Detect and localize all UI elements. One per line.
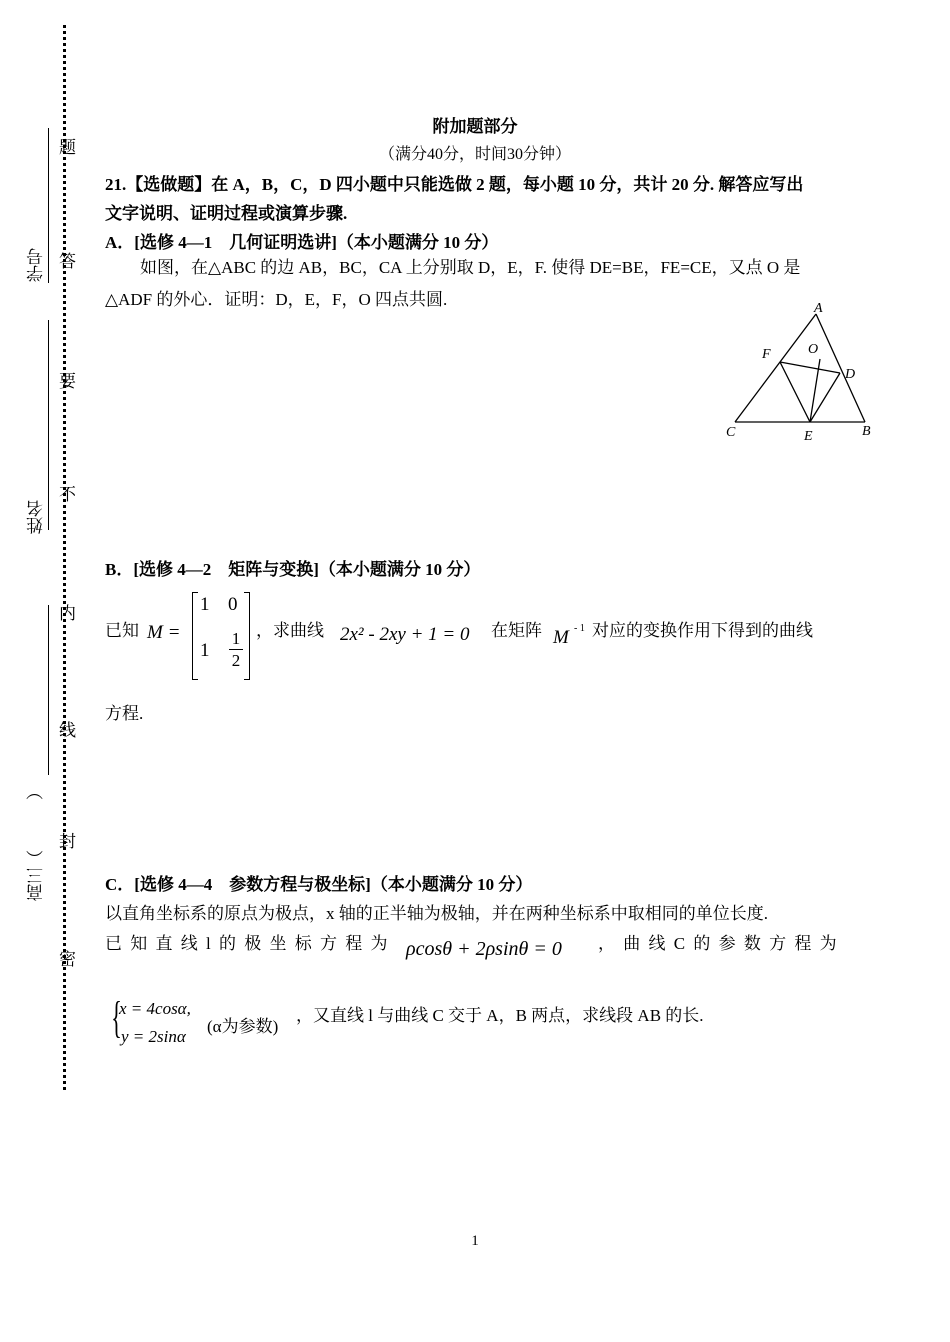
student-name-line xyxy=(48,320,49,530)
binding-label-yao: 要 xyxy=(56,372,75,389)
side-ca xyxy=(735,314,819,422)
page-number: 1 xyxy=(471,1233,479,1249)
problem-c-line-2-lead: 已 知 直 线 l 的 极 坐 标 方 程 为 xyxy=(105,934,388,953)
binding-label-nei: 内 xyxy=(56,604,75,621)
binding-label-feng: 封 xyxy=(56,832,75,849)
problem-a-heading: A．[选修 4—1 几何证明选讲]（本小题满分 10 分） xyxy=(105,233,499,252)
binding-label-ti: 题 xyxy=(56,138,75,155)
matrix-r1c1: 1 xyxy=(200,594,210,615)
matrix-frac-num: 1 xyxy=(229,628,243,650)
matrix-right-bracket xyxy=(244,592,250,680)
label-f: F xyxy=(762,347,771,362)
param-note: (α为参数) xyxy=(207,1017,279,1036)
label-e: E xyxy=(804,429,813,444)
matrix-m xyxy=(192,592,250,680)
param-y-equation: y = 2sinα xyxy=(121,1027,186,1046)
section-subtitle: （满分40分，时间30分钟） xyxy=(378,146,571,163)
student-class-label: 高三（ xyxy=(27,850,46,901)
label-a: A xyxy=(814,301,823,316)
label-o: O xyxy=(808,342,819,357)
matrix-r1c2: 0 xyxy=(228,594,238,615)
param-brace: { xyxy=(111,993,122,1042)
problem-b-heading: B．[选修 4—2 矩阵与变换]（本小题满分 10 分） xyxy=(105,560,481,579)
student-name-label: 姓名 xyxy=(27,500,46,534)
problem-a-text-1: 如图，在△ABC 的边 AB，BC，CA 上分别取 D，E，F. 使得 DE=BE，FE=CE，又点 O 是 xyxy=(140,258,801,277)
problem-c-line-3-tail: ，又直线 l 与曲线 C 交于 A，B 两点，求线段 AB 的长. xyxy=(296,1006,704,1025)
student-id-label: 学号 xyxy=(27,248,46,282)
triangle-figure xyxy=(720,295,880,450)
polar-equation: ρcosθ + 2ρsinθ = 0 xyxy=(406,938,562,960)
problem-b-tail-2: 方程. xyxy=(105,704,144,723)
curve-equation: 2x² - 2xy + 1 = 0 xyxy=(340,624,470,645)
inverse-matrix: M xyxy=(553,627,569,648)
problem-c-heading: C．[选修 4—4 参数方程与极坐标]（本小题满分 10 分） xyxy=(105,875,533,894)
label-d: D xyxy=(845,367,856,382)
binding-label-xian: 线 xyxy=(56,721,75,738)
student-class-close: ） xyxy=(27,783,46,800)
matrix-name: M = xyxy=(147,622,181,643)
student-class-line xyxy=(48,605,49,775)
matrix-frac-den: 2 xyxy=(231,651,241,670)
segment-fe xyxy=(780,362,810,422)
problem-c-line-1: 以直角坐标系的原点为极点，x 轴的正半轴为极轴，并在两种坐标系中取相同的单位长度. xyxy=(105,904,768,923)
binding-label-bu: 不 xyxy=(56,485,75,502)
side-ab xyxy=(816,314,865,422)
problem-a-text-2: △ADF 的外心．证明：D，E，F，O 四点共圆. xyxy=(105,290,448,309)
binding-label-mi: 密 xyxy=(56,950,75,967)
label-b: B xyxy=(862,424,871,439)
problem-c-line-2-tail: ， 曲 线 C 的 参 数 方 程 为 xyxy=(598,934,837,953)
inverse-superscript: - 1 xyxy=(574,623,585,634)
label-c: C xyxy=(726,425,736,440)
section-title: 附加题部分 xyxy=(432,117,518,136)
binding-label-da: 答 xyxy=(56,252,75,269)
problem-b-mid: ，求曲线 xyxy=(256,621,324,640)
matrix-r2c2 xyxy=(229,628,243,671)
problem-b-lead: 已知 xyxy=(105,621,139,640)
segment-fd xyxy=(780,362,840,373)
problem-b-mid2: 在矩阵 xyxy=(491,621,542,640)
instructions-line-1: 21.【选做题】在 A，B，C，D 四小题中只能选做 2 题，每小题 10 分，共计 20 分. 解答应写出 xyxy=(105,175,804,194)
problem-b-tail: 对应的变换作用下得到的曲线 xyxy=(592,621,813,640)
matrix-r2c1: 1 xyxy=(200,640,210,661)
instructions-line-2: 文字说明、证明过程或演算步骤. xyxy=(105,204,348,223)
param-x-equation: x = 4cosα, xyxy=(119,999,191,1018)
binding-dotted-line xyxy=(63,25,66,1090)
matrix-left-bracket xyxy=(192,592,198,680)
